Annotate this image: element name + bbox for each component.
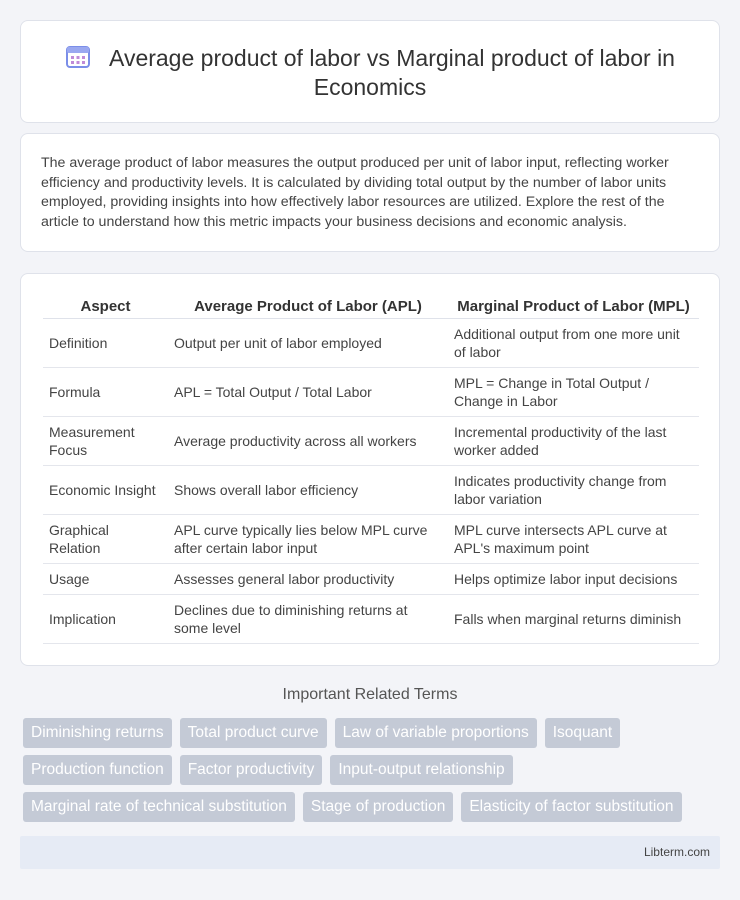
row-mpl: MPL = Change in Total Output / Change in Labor (448, 367, 699, 416)
tag-row (23, 755, 723, 785)
table-row (43, 367, 699, 416)
footer-brand[interactable]: Libterm.com (643, 845, 710, 859)
page-title (41, 43, 699, 102)
row-aspect: Graphical Relation (43, 514, 168, 563)
row-mpl: Indicates productivity change from labor variation (448, 465, 699, 514)
comparison-table (43, 296, 699, 644)
header-mpl: Marginal Product of Labor (MPL) (448, 296, 699, 318)
row-mpl: Incremental productivity of the last worker added (448, 416, 699, 465)
row-mpl: Helps optimize labor input decisions (448, 563, 699, 594)
table-header-row (43, 296, 699, 318)
row-apl: Shows overall labor efficiency (168, 465, 448, 514)
row-apl: APL curve typically lies below MPL curve after certain labor input (168, 514, 448, 563)
tag-law-of-variable-proportions[interactable]: Law of variable proportions (335, 718, 537, 748)
row-mpl: Additional output from one more unit of labor (448, 318, 699, 367)
row-apl: Output per unit of labor employed (168, 318, 448, 367)
footer (20, 836, 720, 869)
header-apl: Average Product of Labor (APL) (168, 296, 448, 318)
comparison-card (20, 273, 720, 666)
row-mpl: Falls when marginal returns diminish (448, 594, 699, 643)
row-aspect: Economic Insight (43, 465, 168, 514)
tag-factor-productivity[interactable]: Factor productivity (180, 755, 323, 785)
tag-stage-of-production[interactable]: Stage of production (303, 792, 453, 822)
title-line (65, 45, 675, 100)
row-apl: Assesses general labor productivity (168, 563, 448, 594)
row-apl: Declines due to diminishing returns at some level (168, 594, 448, 643)
tag-isoquant[interactable]: Isoquant (545, 718, 620, 748)
row-aspect: Usage (43, 563, 168, 594)
tag-input-output-relationship[interactable]: Input-output relationship (330, 755, 512, 785)
related-terms-heading: Important Related Terms (282, 686, 458, 703)
row-aspect: Definition (43, 318, 168, 367)
title-card (20, 20, 720, 123)
row-aspect: Formula (43, 367, 168, 416)
intro-card (20, 133, 720, 252)
table-row (43, 465, 699, 514)
tag-diminishing-returns[interactable]: Diminishing returns (23, 718, 172, 748)
related-terms (23, 718, 723, 829)
table-row (43, 416, 699, 465)
row-aspect: Measurement Focus (43, 416, 168, 465)
row-apl: APL = Total Output / Total Labor (168, 367, 448, 416)
table-row (43, 563, 699, 594)
tag-total-product-curve[interactable]: Total product curve (180, 718, 327, 748)
title-text: Average product of labor vs Marginal product of labor in Economics (109, 45, 675, 100)
tag-production-function[interactable]: Production function (23, 755, 172, 785)
row-aspect: Implication (43, 594, 168, 643)
tag-row (23, 792, 723, 822)
calendar-grid-icon (65, 43, 91, 69)
tag-elasticity-of-factor-substitution[interactable]: Elasticity of factor substitution (461, 792, 681, 822)
table-row (43, 594, 699, 643)
table-row (43, 514, 699, 563)
intro-paragraph: The average product of labor measures the output produced per unit of labor input, reflecting worker efficiency and productivity levels. It is calculated by dividing total output by the number of labor units employed, providing insights into how effectively labor resources are utilized. Explore the rest of the article to understand how this metric impacts your business decisions and economic analysis. (41, 155, 669, 230)
table-row (43, 318, 699, 367)
row-apl: Average productivity across all workers (168, 416, 448, 465)
tag-row (23, 718, 723, 748)
tag-marginal-rate-of-technical-substitution[interactable]: Marginal rate of technical substitution (23, 792, 295, 822)
row-mpl: MPL curve intersects APL curve at APL's maximum point (448, 514, 699, 563)
header-aspect: Aspect (43, 296, 168, 318)
